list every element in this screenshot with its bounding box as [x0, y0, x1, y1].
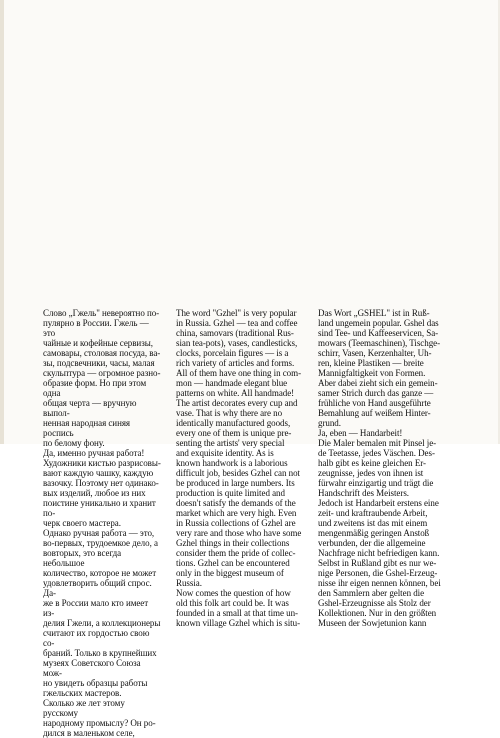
- german-paragraph: Das Wort „GSHEL" ist in Ruß- land ungemein popular. Gshel das sind Tee- und Kaffeeservicen, Sa- mowars (Teemaschinen), Tischge- schirr, Vasen, Kerzenhalter, Uh- ren, kleine Plastiken — breite Mannigfaltigkeit von Formen. Aber dabei zieht sich ein gemein- samer Strich durch das ganze — frühliche von Hand ausgeführte Bemahlung auf weißem Hinter- grund. Ja, eben — Handarbeit! Die Maler bemalen mit Pinsel je- de Teetasse, jedes Väschen. Des- halb gibt es keine gleichen Er- zeugnisse, jedes von ihnen ist fürwahr einzigartig und trägt die Handschrift des Meisters. Jedoch ist Handarbeit erstens eine zeit- und kraftraubende Arbeit, und zweitens ist das mit einem mengenmäßig geringen Anstoß verbunden, der die allgemeine Nachfrage nicht befriedigen kann. Selbst in Rußland gibt es nur we- nige Personen, die Gshel-Erzeug- nisse ihr eigen nennen können, bei den Sammlern aber gelten die Gshel-Erzeugnisse als Stolz der Kollektionen. Nur in den größten Museen der Sowjetunion kann: [318, 308, 441, 628]
- page-binding-edge: [0, 0, 4, 444]
- english-text-column: [176, 308, 303, 628]
- russian-text-column: [43, 308, 161, 738]
- russian-paragraph: Слово „Гжель" невероятно по- пулярно в России. Гжель — это чайные и кофейные сервизы, самовары, столовая посуда, ва- зы, подсвечники, часы, малая скульптура — огромное разно- образие форм. Но при этом одна общая черта — вручную выпол- ненная народная синяя роспись по белому фону. Да, именно ручная работа! Художники кистью разрисовы- вают каждую чашку, каждую вазочку. Поэтому нет одинако- вых изделий, любое из них поистине уникально и хранит по- черк своего мастера. Однако ручная работа — это, во-первых, трудоемкое дело, а вовторых, это всегда небольшое количество, которое не может удовлетворить общий спрос. Да- же в России мало кто имеет из- делия Гжели, а коллекционеры считают их гордостью свою со- браний. Только в крупнейших музеях Советского Союза мож- но увидеть образцы работы гжельских мастеров. Сколько же лет этому русскому народному промыслу? Он ро- дился в маленьком селе,: [43, 308, 161, 738]
- english-paragraph: The word "Gzhel" is very popular in Russia. Gzhel — tea and coffee china, samovars (traditional Rus- sian tea-pots), vases, candlesticks, clocks, porcelain figures — is a rich variety of articles and forms. All of them have one thing in com- mon — handmade elegant blue patterns on white. All handmade! The artist decorates every cup and vase. That is why there are no identically manufactured goods, every one of them is unique pre- senting the artists' very special and exquisite identity. As is known handwork is a laborious difficult job, besides Gzhel can not be produced in large numbers. Its production is quite limited and doesn't satisfy the demands of the market which are very high. Even in Russia collections of Gzhel are very rare and those who have some Gzhel things in their collections consider them the pride of collec- tions. Gzhel can be encountered only in the biggest museum of Russia. Now comes the question of how old this folk art could be. It was founded in a small at that time un- known village Gzhel which is situ-: [176, 308, 302, 628]
- german-text-column: [318, 308, 453, 628]
